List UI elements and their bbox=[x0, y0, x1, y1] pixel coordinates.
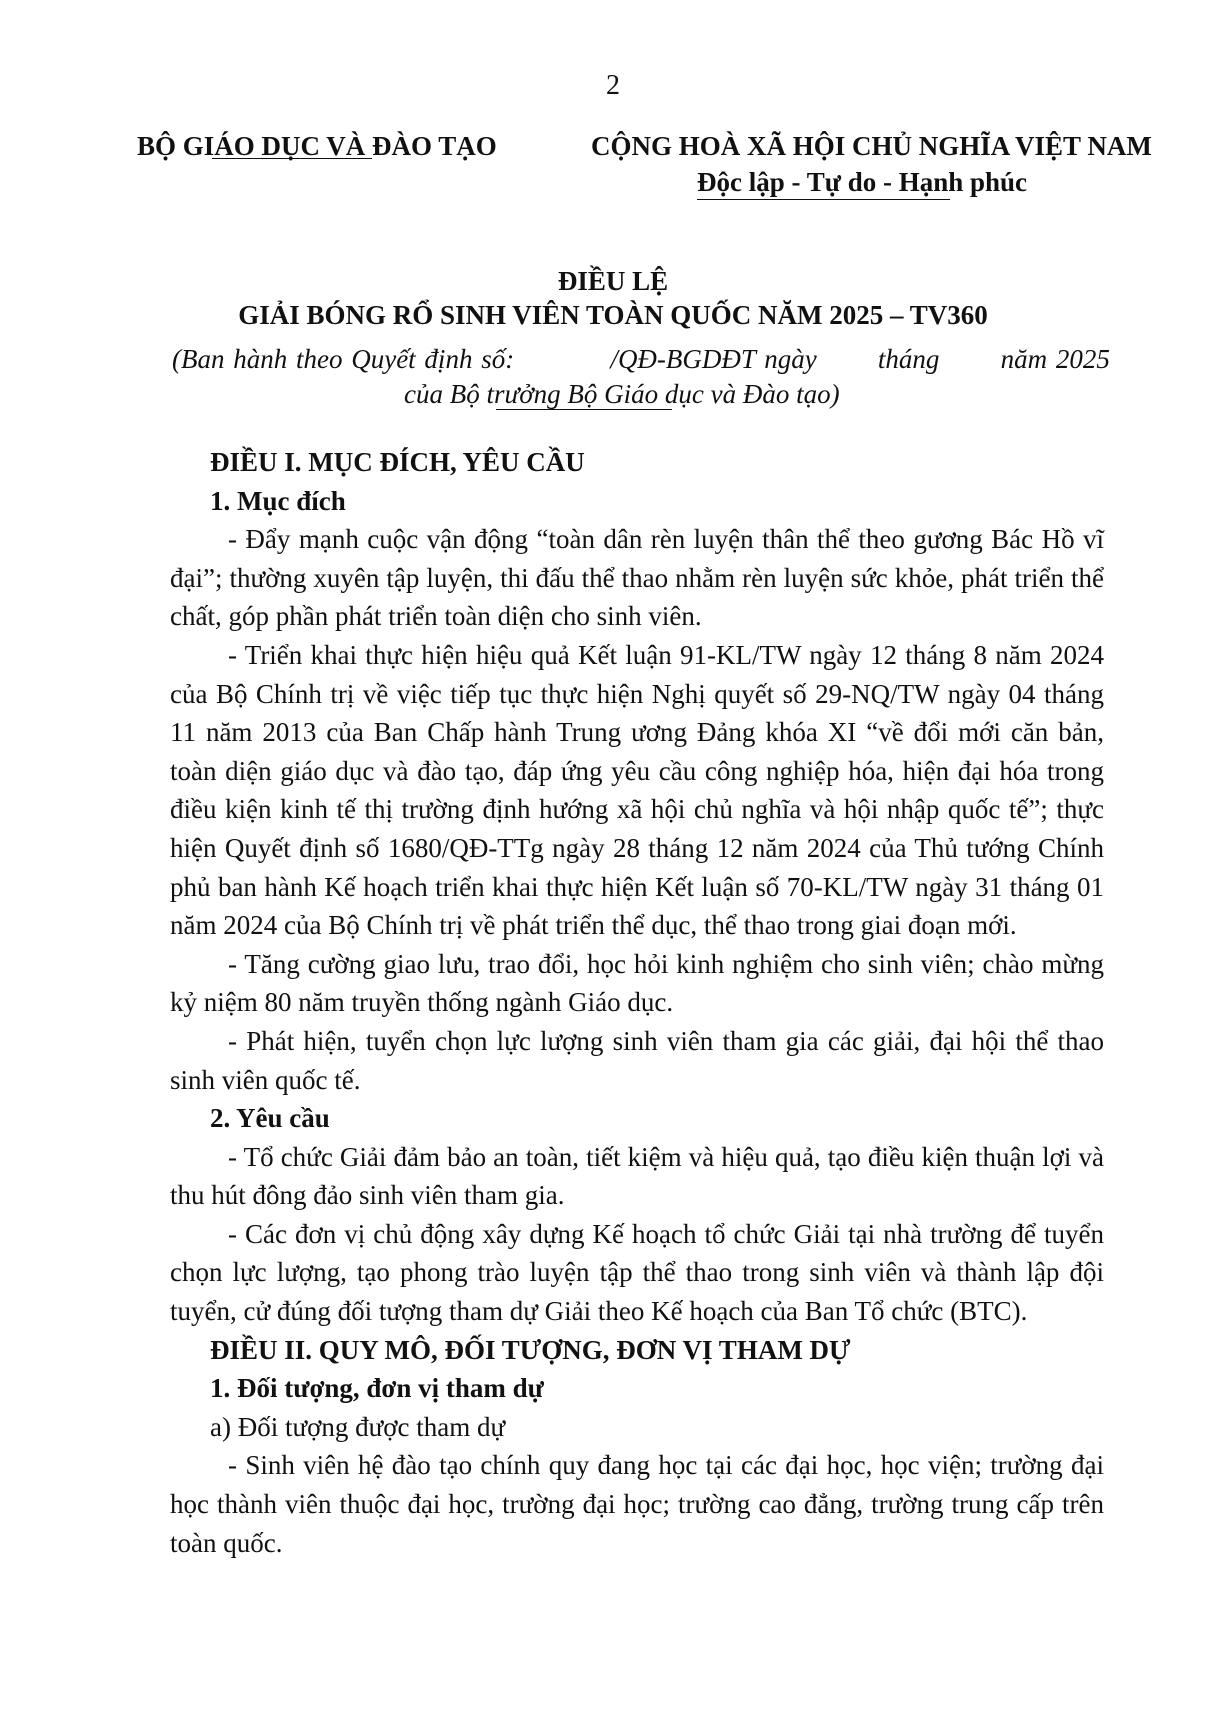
article-heading: ĐIỀU I. MỤC ĐÍCH, YÊU CẦU bbox=[210, 447, 585, 477]
paragraph: - Tăng cường giao lưu, trao đổi, học hỏi kinh nghiệm cho sinh viên; chào mừng kỷ niệm 80 năm truyền thống ngành Giáo dục. bbox=[170, 948, 1104, 1018]
republic-name: CỘNG HOÀ XÃ HỘI CHỦ NGHĨA VIỆT NAM bbox=[591, 131, 1152, 161]
paragraph: - Tổ chức Giải đảm bảo an toàn, tiết kiệm và hiệu quả, tạo điều kiện thuận lợi và thu hút đông đảo sinh viên tham gia. bbox=[170, 1141, 1104, 1211]
issuance-note-line2: của Bộ trưởng Bộ Giáo dục và Đào tạo) bbox=[404, 379, 840, 409]
paragraph: - Các đơn vị chủ động xây dựng Kế hoạch tổ chức Giải tại nhà trường để tuyển chọn lực lượng, tạo phong trào luyện tập thể thao trong sinh viên và thành lập đội tuyển, cử đúng đối tượng tham dự Giải theo Kế hoạch của Ban Tổ chức (BTC). bbox=[170, 1218, 1104, 1327]
paragraph: a) Đối tượng được tham dự bbox=[210, 1411, 506, 1442]
issuance-note-line1: (Ban hành theo Quyết định số: /QĐ-BGDĐT ngày tháng năm 2025 bbox=[172, 344, 1110, 374]
document-title: ĐIỀU LỆ bbox=[557, 266, 669, 296]
section-heading: 1. Đối tượng, đơn vị tham dự bbox=[210, 1373, 544, 1404]
paragraph: - Sinh viên hệ đào tạo chính quy đang học tại các đại học, học viện; trường đại học thành viên thuộc đại học, trường đại học; trường cao đẳng, trường trung cấp trên toàn quốc. bbox=[170, 1450, 1104, 1558]
page-number: 2 bbox=[606, 70, 620, 101]
paragraph: - Phát hiện, tuyển chọn lực lượng sinh viên tham gia các giải, đại hội thể thao sinh viên quốc tế. bbox=[170, 1025, 1104, 1095]
article-heading: ĐIỀU II. QUY MÔ, ĐỐI TƯỢNG, ĐƠN VỊ THAM DỰ bbox=[210, 1334, 851, 1365]
section-heading: 2. Yêu cầu bbox=[210, 1103, 330, 1134]
ministry-name: BỘ GIÁO DỤC VÀ ĐÀO TẠO bbox=[137, 131, 497, 161]
paragraph: - Triển khai thực hiện hiệu quả Kết luận 91-KL/TW ngày 12 tháng 8 năm 2024 của Bộ Chính trị về việc tiếp tục thực hiện Nghị quyết số 29-NQ/TW ngày 04 tháng 11 năm 2013 của Ban Chấp hành Trung ương Đảng khóa XI “về đổi mới căn bản, toàn diện giáo dục và đào tạo, đáp ứng yêu cầu công nghiệp hóa, hiện đại hóa trong điều kiện kinh tế thị trường định hướng xã hội chủ nghĩa và hội nhập quốc tế”; thực hiện Quyết định số 1680/QĐ-TTg ngày 28 tháng 12 năm 2024 của Thủ tướng Chính phủ ban hành Kế hoạch triển khai thực hiện Kết luận số 70-KL/TW ngày 31 tháng 01 năm 2024 của Bộ Chính trị về phát triển thể dục, thể thao trong giai đoạn mới. bbox=[170, 639, 1104, 941]
document-subject: GIẢI BÓNG RỔ SINH VIÊN TOÀN QUỐC NĂM 2025 – TV360 bbox=[238, 300, 988, 330]
ministry-underline bbox=[212, 158, 372, 159]
national-motto: Độc lập - Tự do - Hạnh phúc bbox=[697, 167, 1028, 197]
motto-underline bbox=[697, 199, 950, 200]
title-underline bbox=[496, 409, 672, 410]
document-body bbox=[170, 443, 1104, 1562]
section-heading: 1. Mục đích bbox=[210, 485, 346, 516]
paragraph: - Đẩy mạnh cuộc vận động “toàn dân rèn luyện thân thể theo gương Bác Hồ vĩ đại”; thường xuyên tập luyện, thi đấu thể thao nhằm rèn luyện sức khỏe, phát triển thể chất, góp phần phát triển toàn diện cho sinh viên. bbox=[170, 524, 1104, 632]
